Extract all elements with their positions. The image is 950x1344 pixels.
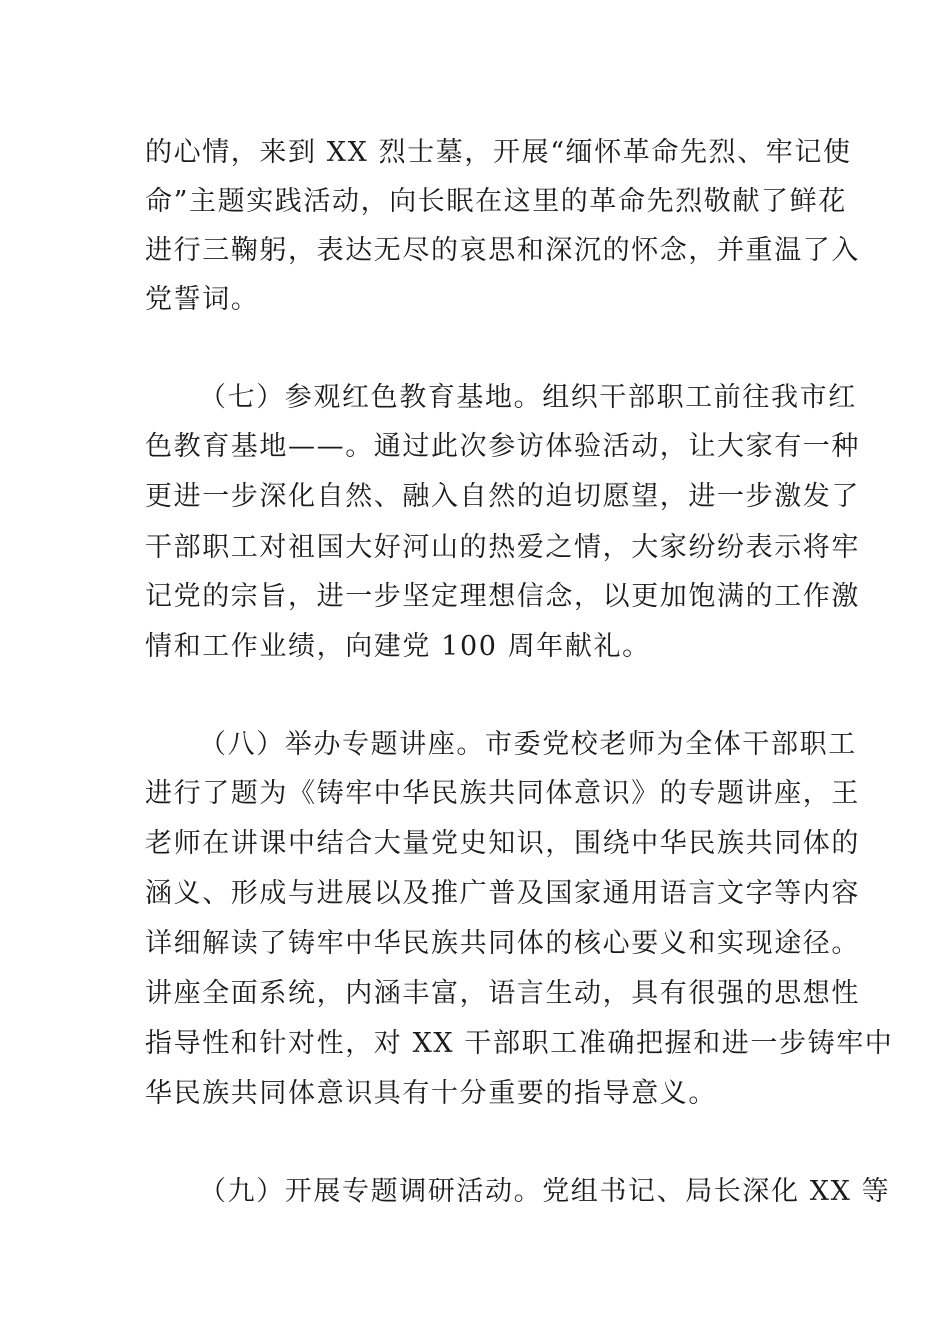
paragraph-3-line-3: 老师在讲课中结合大量党史知识，围绕中华民族共同体的 [145,828,860,859]
paragraph-2-line-5: 记党的宗旨，进一步坚定理想信念，以更加饱满的工作激 [145,581,860,612]
paragraph-2-line-4: 干部职工对祖国大好河山的热爱之情，大家纷纷表示将牢 [145,532,860,563]
paragraph-2-line-2: 色教育基地——。通过此次参访体验活动，让大家有一种 [145,431,860,462]
paragraph-3-line-8: 华民族共同体意识具有十分重要的指导意义。 [145,1078,717,1109]
paragraph-3-line-6: 讲座全面系统，内涵丰富，语言生动，具有很强的思想性 [145,978,860,1009]
paragraph-3-line-4: 涵义、形成与进展以及推广普及国家通用语言文字等内容 [145,878,860,909]
paragraph-2-line-1: （七）参观红色教育基地。组织干部职工前往我市红 [199,382,857,413]
paragraph-4-line-1: （九）开展专题调研活动。党组书记、局长深化 XX 等 [199,1176,891,1207]
paragraph-1-line-3: 进行三鞠躬，表达无尽的哀思和深沉的怀念，并重温了入 [145,235,860,266]
paragraph-2-line-6: 情和工作业绩，向建党 100 周年献礼。 [145,631,651,662]
paragraph-2-line-3: 更进一步深化自然、融入自然的迫切愿望，进一步激发了 [145,481,860,512]
paragraph-1-line-2: 命”主题实践活动，向长眠在这里的革命先烈敬献了鲜花 [145,186,847,217]
paragraph-3-line-5: 详细解读了铸牢中华民族共同体的核心要义和实现途径。 [145,928,860,959]
paragraph-1-line-1: 的心情，来到 XX 烈士墓，开展“缅怀革命先烈、牢记使 [145,137,852,168]
paragraph-3-line-1: （八）举办专题讲座。市委党校老师为全体干部职工 [199,729,857,760]
paragraph-3-line-2: 进行了题为《铸牢中华民族共同体意识》的专题讲座，王 [145,778,860,809]
paragraph-1-line-4: 党誓词。 [145,284,260,315]
paragraph-3-line-7: 指导性和针对性，对 XX 干部职工准确把握和进一步铸牢中 [145,1028,894,1059]
